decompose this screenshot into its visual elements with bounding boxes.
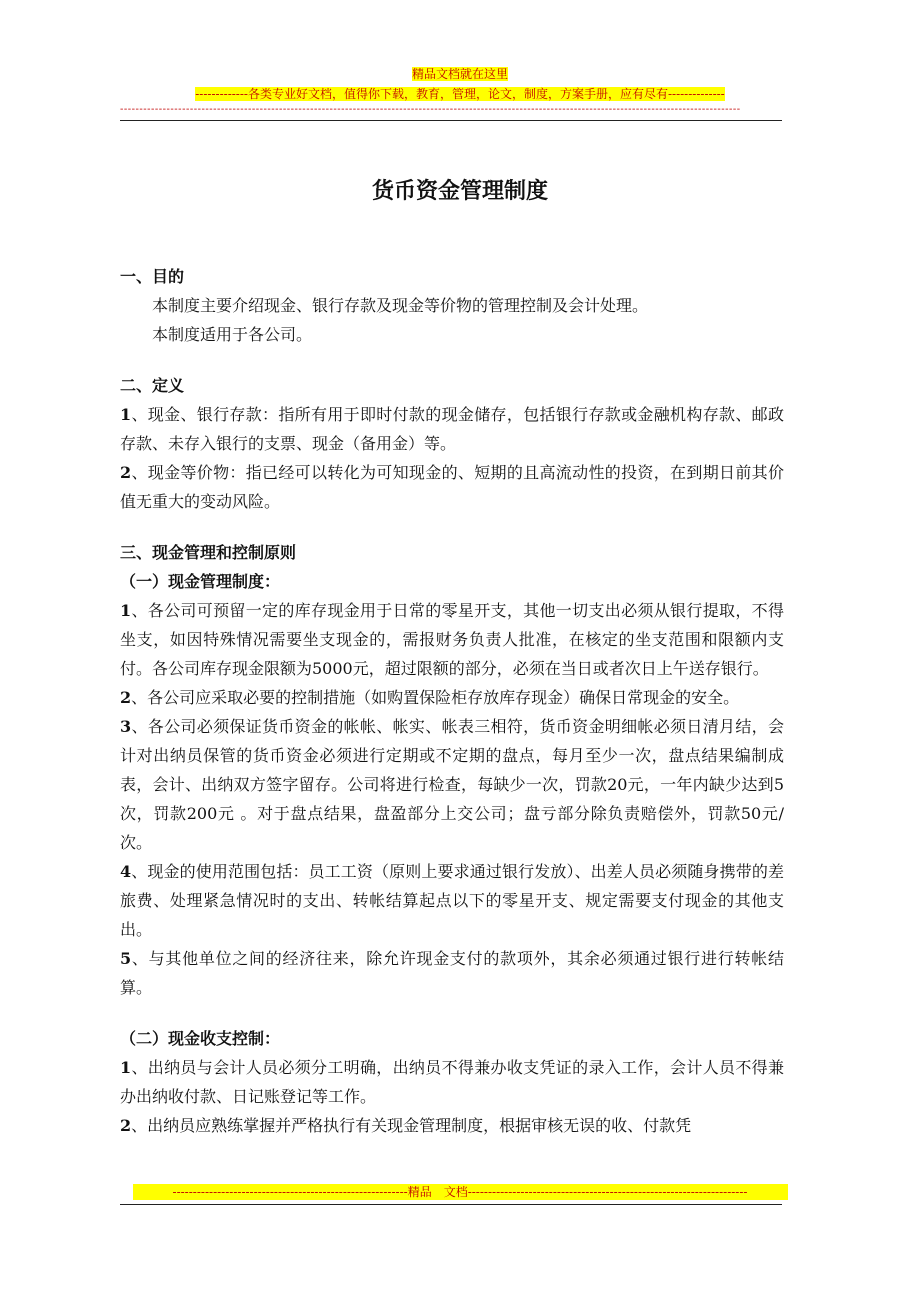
- item-number: 2: [120, 688, 132, 707]
- list-item: [120, 857, 784, 944]
- list-item: [120, 1053, 784, 1111]
- item-number: 5: [120, 949, 132, 968]
- section-heading-cash-management: 三、现金管理和控制原则: [120, 543, 297, 562]
- item-number: 3: [120, 717, 132, 736]
- list-item: [120, 458, 784, 516]
- subsection-heading-cash-rules: （一）现金管理制度：: [120, 572, 281, 591]
- item-number: 2: [120, 463, 132, 482]
- list-item: [120, 400, 784, 458]
- item-text: 、现金的使用范围包括：员工工资（原则上要求通过银行发放）、出差人员必须随身携带的差旅费、处理紧急情况时的支出、转帐结算起点以下的零星开支、规定需要支付现金的其他支出。: [120, 862, 784, 939]
- item-text: 、各公司必须保证货币资金的帐帐、帐实、帐表三相符，货币资金明细帐必须日清月结，会计对出纳员保管的货币资金必须进行定期或不定期的盘点，每月至少一次，盘点结果编制成表，会计、出纳双方签字留存。公司将进行检查，每缺少一次，罚款20元，一年内缺少达到5次，罚款200元 。对于盘点结果，盘盈部分上交公司；盘亏部分除负责赔偿外，罚款50元/次。: [120, 717, 784, 852]
- document-body: [120, 262, 784, 1140]
- item-number: 2: [120, 1116, 132, 1135]
- item-text: 、与其他单位之间的经济往来，除允许现金支付的款项外，其余必须通过银行进行转帐结算。: [120, 949, 784, 997]
- footer-banner: [0, 1184, 920, 1204]
- section-heading-definition: 二、定义: [120, 376, 185, 395]
- document-title: 货币资金管理制度: [371, 179, 548, 204]
- list-item: [120, 944, 784, 1002]
- item-text: 、出纳员应熟练掌握并严格执行有关现金管理制度，根据审核无误的收、付款凭: [131, 1116, 692, 1135]
- item-text: 、现金、银行存款：指所有用于即时付款的现金储存，包括银行存款或金融机构存款、邮政存款、未存入银行的支票、现金（备用金）等。: [120, 405, 784, 453]
- item-number: 1: [120, 601, 132, 620]
- paragraph: 本制度主要介绍现金、银行存款及现金等价物的管理控制及会计处理。: [152, 296, 649, 315]
- header-banner-title: [0, 66, 920, 82]
- header-tagline-text: -------------各类专业好文档，值得你下载，教育，管理，论文，制度，方案手册，应有尽有--------------: [195, 87, 725, 101]
- header-dash-line: ----------------------------------------------------------------------------------------------------------------------------------------------------------------: [120, 104, 741, 115]
- item-number: 4: [120, 862, 132, 881]
- header-banner-tagline: [0, 86, 920, 102]
- header-title-text: 精品文档就在这里: [411, 67, 508, 81]
- subsection-heading-cash-control: （二）现金收支控制：: [120, 1029, 281, 1048]
- item-text: 、现金等价物：指已经可以转化为可知现金的、短期的且高流动性的投资，在到期日前其价值无重大的变动风险。: [120, 463, 784, 511]
- list-item: [120, 683, 784, 712]
- header-rule: [120, 120, 782, 121]
- list-item: [120, 712, 784, 857]
- list-item: [120, 1111, 784, 1140]
- item-number: 1: [120, 405, 132, 424]
- paragraph: 本制度适用于各公司。: [152, 325, 313, 344]
- item-text: 、各公司应采取必要的控制措施（如购置保险柜存放库存现金）确保日常现金的安全。: [131, 688, 740, 707]
- list-item: [120, 596, 784, 683]
- item-text: 、出纳员与会计人员必须分工明确，出纳员不得兼办收支凭证的录入工作，会计人员不得兼办出纳收付款、日记账登记等工作。: [120, 1058, 784, 1106]
- footer-text: ----------------------------------------------------------精品 文档---------------------------------------------------------------------: [133, 1184, 788, 1200]
- section-heading-purpose: 一、目的: [120, 267, 185, 286]
- footer-rule: [120, 1204, 782, 1205]
- item-text: 、各公司可预留一定的库存现金用于日常的零星开支，其他一切支出必须从银行提取，不得坐支，如因特殊情况需要坐支现金的，需报财务负责人批准，在核定的坐支范围和限额内支付。各公司库存现金限额为5000元，超过限额的部分，必须在当日或者次日上午送存银行。: [120, 601, 784, 678]
- item-number: 1: [120, 1058, 132, 1077]
